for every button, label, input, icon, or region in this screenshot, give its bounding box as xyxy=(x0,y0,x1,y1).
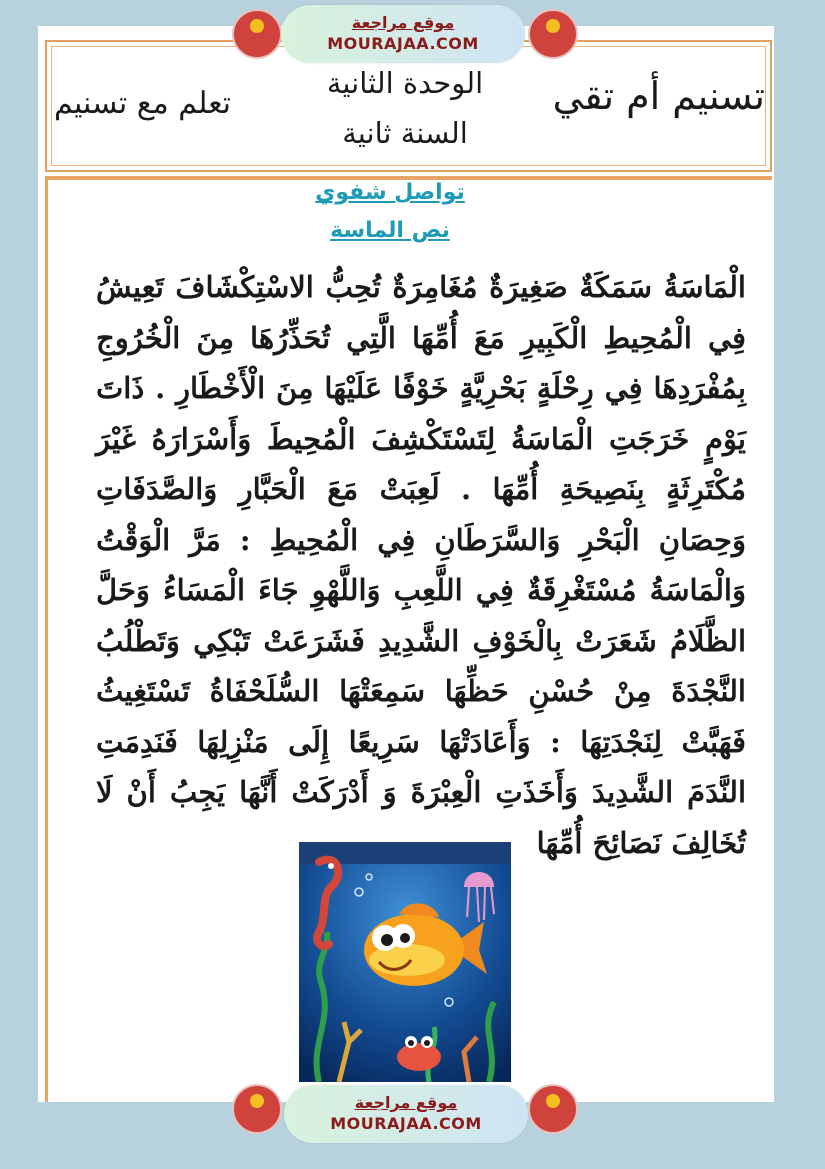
brand-title: تعلم مع تسنيم xyxy=(54,86,232,121)
page-border-left xyxy=(45,176,48,1102)
unit-label: الوحدة الثانية xyxy=(326,66,484,100)
site-name-ar: موقع مراجعة xyxy=(354,1093,458,1112)
text-title: نص الماسة xyxy=(330,218,450,243)
year-label: السنة ثانية xyxy=(342,116,468,150)
unit-info xyxy=(280,58,530,158)
site-badge-bottom[interactable] xyxy=(284,1085,528,1143)
site-logo-icon xyxy=(232,9,282,59)
fish-illustration xyxy=(299,842,511,1082)
story-text: الْمَاسَةُ سَمَكَةٌ صَغِيرَةٌ مُغَامِرَةٌ تُحِبُّ الاسْتِكْشَافَ تَعِيشُ فِي الْمُحِيطِ الْكَبِيرِ مَعَ أُمِّهَا الَّتِي تُحَذِّرُهَا مِنَ الْخُرُوجِ بِمُفْرَدِهَا فِي رِحْلَةٍ بَحْرِيَّةٍ خَوْفًا عَلَيْهَا مِنَ الْأَخْطَارِ . ذَاتَ يَوْمٍ خَرَجَتِ الْمَاسَةُ لِتَسْتَكْشِفَ الْمُحِيطَ وَأَسْرَارَهُ غَيْرَ مُكْتَرِثَةٍ بِنَصِيحَةِ أُمِّهَا . لَعِبَتْ مَعَ الْحَبَّارِ وَالصَّدَفَاتِ وَحِصَانِ الْبَحْرِ وَالسَّرَطَانِ فِي الْمُحِيطِ : مَرَّ الْوَقْتُ وَالْمَاسَةُ مُسْتَغْرِقَةٌ فِي اللَّعِبِ وَاللَّهْوِ جَاءَ الْمَسَاءُ وَحَلَّ الظَّلَامُ شَعَرَتْ بِالْخَوْفِ الشَّدِيدِ فَشَرَعَتْ تَبْكِي وَتَطْلُبُ النَّجْدَةَ مِنْ حُسْنِ حَظِّهَا سَمِعَتْهَا السُّلَحْفَاةُ تَسْتَغِيثُ فَهَبَّتْ لِنَجْدَتِهَا : وَأَعَادَتْهَا سَرِيعًا إِلَى مَنْزِلِهَا فَنَدِمَتِ النَّدَمَ الشَّدِيدَ وَأَخَذَتِ الْعِبْرَةَ وَ أَدْرَكَتْ أَنَّهَا يَجِبُ أَنْ لَا تُخَالِفَ نَصَائِحَ أُمِّهَا xyxy=(96,270,746,860)
site-name-en: MOURAJAA.COM xyxy=(327,34,479,53)
site-name-en: MOURAJAA.COM xyxy=(330,1114,482,1133)
site-logo-icon xyxy=(528,9,578,59)
author-title: تسنيم أم تقي xyxy=(552,74,765,118)
site-logo-icon xyxy=(528,1084,578,1134)
site-logo-icon xyxy=(232,1084,282,1134)
site-badge-top[interactable] xyxy=(281,5,525,63)
site-name-ar: موقع مراجعة xyxy=(351,13,455,32)
section-oral-title: تواصل شفوي xyxy=(315,180,465,205)
